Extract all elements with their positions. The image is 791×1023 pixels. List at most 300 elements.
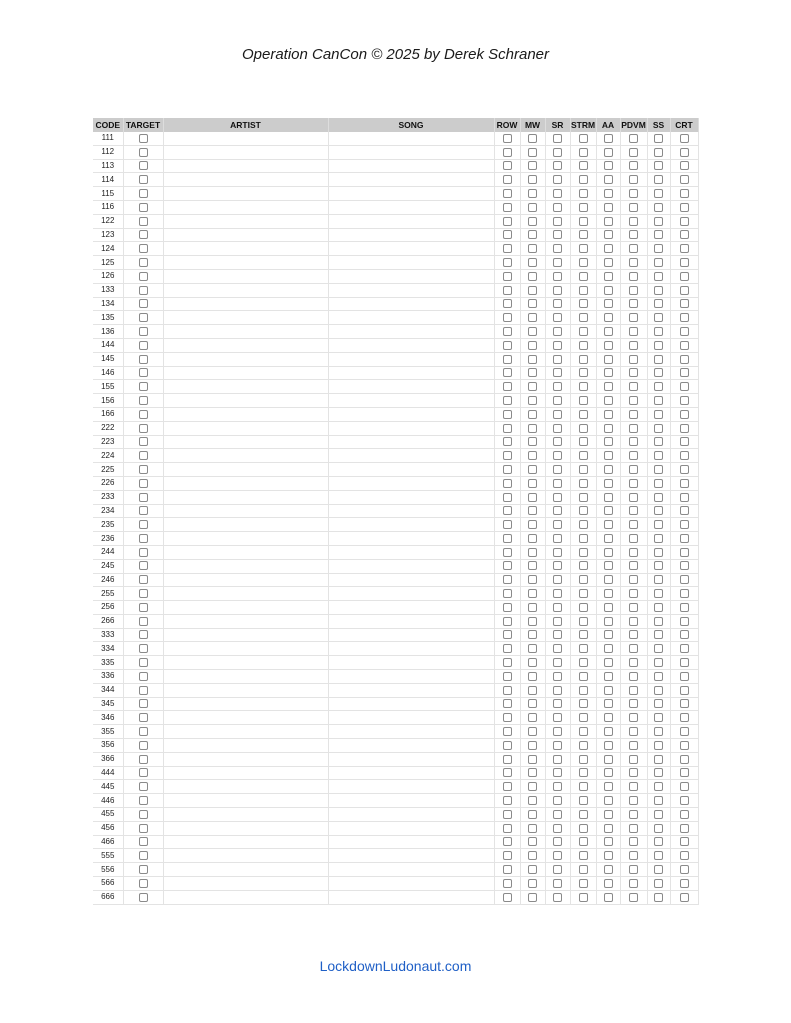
crt-checkbox[interactable]	[680, 230, 689, 239]
target-checkbox[interactable]	[139, 313, 148, 322]
strm-checkbox[interactable]	[579, 327, 588, 336]
aa-checkbox[interactable]	[604, 506, 613, 515]
aa-checkbox[interactable]	[604, 299, 613, 308]
strm-checkbox[interactable]	[579, 755, 588, 764]
song-cell[interactable]	[328, 545, 494, 559]
strm-checkbox[interactable]	[579, 520, 588, 529]
artist-cell[interactable]	[163, 642, 328, 656]
mw-checkbox[interactable]	[528, 258, 537, 267]
mw-checkbox[interactable]	[528, 148, 537, 157]
ss-checkbox[interactable]	[654, 341, 663, 350]
ss-checkbox[interactable]	[654, 175, 663, 184]
song-cell[interactable]	[328, 421, 494, 435]
artist-cell[interactable]	[163, 256, 328, 270]
row-checkbox[interactable]	[503, 355, 512, 364]
pdvm-checkbox[interactable]	[629, 465, 638, 474]
mw-checkbox[interactable]	[528, 437, 537, 446]
artist-cell[interactable]	[163, 380, 328, 394]
target-checkbox[interactable]	[139, 755, 148, 764]
row-checkbox[interactable]	[503, 134, 512, 143]
song-cell[interactable]	[328, 463, 494, 477]
strm-checkbox[interactable]	[579, 134, 588, 143]
pdvm-checkbox[interactable]	[629, 258, 638, 267]
artist-cell[interactable]	[163, 601, 328, 615]
song-cell[interactable]	[328, 132, 494, 145]
target-checkbox[interactable]	[139, 410, 148, 419]
ss-checkbox[interactable]	[654, 424, 663, 433]
artist-cell[interactable]	[163, 132, 328, 145]
row-checkbox[interactable]	[503, 796, 512, 805]
artist-cell[interactable]	[163, 739, 328, 753]
strm-checkbox[interactable]	[579, 437, 588, 446]
crt-checkbox[interactable]	[680, 741, 689, 750]
mw-checkbox[interactable]	[528, 506, 537, 515]
sr-checkbox[interactable]	[553, 548, 562, 557]
aa-checkbox[interactable]	[604, 879, 613, 888]
ss-checkbox[interactable]	[654, 713, 663, 722]
ss-checkbox[interactable]	[654, 617, 663, 626]
strm-checkbox[interactable]	[579, 713, 588, 722]
artist-cell[interactable]	[163, 228, 328, 242]
song-cell[interactable]	[328, 670, 494, 684]
sr-checkbox[interactable]	[553, 506, 562, 515]
sr-checkbox[interactable]	[553, 396, 562, 405]
aa-checkbox[interactable]	[604, 244, 613, 253]
strm-checkbox[interactable]	[579, 451, 588, 460]
sr-checkbox[interactable]	[553, 768, 562, 777]
ss-checkbox[interactable]	[654, 796, 663, 805]
ss-checkbox[interactable]	[654, 382, 663, 391]
aa-checkbox[interactable]	[604, 672, 613, 681]
mw-checkbox[interactable]	[528, 313, 537, 322]
pdvm-checkbox[interactable]	[629, 589, 638, 598]
aa-checkbox[interactable]	[604, 258, 613, 267]
row-checkbox[interactable]	[503, 561, 512, 570]
mw-checkbox[interactable]	[528, 713, 537, 722]
crt-checkbox[interactable]	[680, 548, 689, 557]
strm-checkbox[interactable]	[579, 575, 588, 584]
row-checkbox[interactable]	[503, 768, 512, 777]
pdvm-checkbox[interactable]	[629, 561, 638, 570]
row-checkbox[interactable]	[503, 617, 512, 626]
strm-checkbox[interactable]	[579, 244, 588, 253]
crt-checkbox[interactable]	[680, 575, 689, 584]
row-checkbox[interactable]	[503, 713, 512, 722]
ss-checkbox[interactable]	[654, 148, 663, 157]
strm-checkbox[interactable]	[579, 396, 588, 405]
crt-checkbox[interactable]	[680, 479, 689, 488]
ss-checkbox[interactable]	[654, 699, 663, 708]
aa-checkbox[interactable]	[604, 534, 613, 543]
song-cell[interactable]	[328, 808, 494, 822]
strm-checkbox[interactable]	[579, 382, 588, 391]
artist-cell[interactable]	[163, 366, 328, 380]
artist-cell[interactable]	[163, 683, 328, 697]
row-checkbox[interactable]	[503, 410, 512, 419]
pdvm-checkbox[interactable]	[629, 520, 638, 529]
target-checkbox[interactable]	[139, 175, 148, 184]
sr-checkbox[interactable]	[553, 368, 562, 377]
ss-checkbox[interactable]	[654, 589, 663, 598]
aa-checkbox[interactable]	[604, 203, 613, 212]
mw-checkbox[interactable]	[528, 699, 537, 708]
crt-checkbox[interactable]	[680, 161, 689, 170]
mw-checkbox[interactable]	[528, 796, 537, 805]
crt-checkbox[interactable]	[680, 437, 689, 446]
crt-checkbox[interactable]	[680, 175, 689, 184]
target-checkbox[interactable]	[139, 355, 148, 364]
pdvm-checkbox[interactable]	[629, 217, 638, 226]
row-checkbox[interactable]	[503, 548, 512, 557]
aa-checkbox[interactable]	[604, 355, 613, 364]
strm-checkbox[interactable]	[579, 465, 588, 474]
aa-checkbox[interactable]	[604, 313, 613, 322]
artist-cell[interactable]	[163, 283, 328, 297]
aa-checkbox[interactable]	[604, 479, 613, 488]
row-checkbox[interactable]	[503, 396, 512, 405]
artist-cell[interactable]	[163, 214, 328, 228]
song-cell[interactable]	[328, 642, 494, 656]
song-cell[interactable]	[328, 311, 494, 325]
ss-checkbox[interactable]	[654, 644, 663, 653]
crt-checkbox[interactable]	[680, 534, 689, 543]
strm-checkbox[interactable]	[579, 479, 588, 488]
sr-checkbox[interactable]	[553, 741, 562, 750]
ss-checkbox[interactable]	[654, 189, 663, 198]
artist-cell[interactable]	[163, 821, 328, 835]
target-checkbox[interactable]	[139, 851, 148, 860]
crt-checkbox[interactable]	[680, 699, 689, 708]
row-checkbox[interactable]	[503, 865, 512, 874]
target-checkbox[interactable]	[139, 824, 148, 833]
artist-cell[interactable]	[163, 325, 328, 339]
pdvm-checkbox[interactable]	[629, 313, 638, 322]
strm-checkbox[interactable]	[579, 865, 588, 874]
sr-checkbox[interactable]	[553, 355, 562, 364]
song-cell[interactable]	[328, 256, 494, 270]
crt-checkbox[interactable]	[680, 658, 689, 667]
sr-checkbox[interactable]	[553, 727, 562, 736]
mw-checkbox[interactable]	[528, 341, 537, 350]
row-checkbox[interactable]	[503, 437, 512, 446]
strm-checkbox[interactable]	[579, 768, 588, 777]
pdvm-checkbox[interactable]	[629, 286, 638, 295]
ss-checkbox[interactable]	[654, 548, 663, 557]
song-cell[interactable]	[328, 877, 494, 891]
sr-checkbox[interactable]	[553, 837, 562, 846]
strm-checkbox[interactable]	[579, 203, 588, 212]
row-checkbox[interactable]	[503, 244, 512, 253]
sr-checkbox[interactable]	[553, 286, 562, 295]
pdvm-checkbox[interactable]	[629, 617, 638, 626]
mw-checkbox[interactable]	[528, 396, 537, 405]
strm-checkbox[interactable]	[579, 810, 588, 819]
pdvm-checkbox[interactable]	[629, 327, 638, 336]
aa-checkbox[interactable]	[604, 410, 613, 419]
pdvm-checkbox[interactable]	[629, 161, 638, 170]
target-checkbox[interactable]	[139, 879, 148, 888]
target-checkbox[interactable]	[139, 506, 148, 515]
artist-cell[interactable]	[163, 808, 328, 822]
song-cell[interactable]	[328, 394, 494, 408]
target-checkbox[interactable]	[139, 810, 148, 819]
sr-checkbox[interactable]	[553, 437, 562, 446]
mw-checkbox[interactable]	[528, 603, 537, 612]
strm-checkbox[interactable]	[579, 672, 588, 681]
crt-checkbox[interactable]	[680, 686, 689, 695]
mw-checkbox[interactable]	[528, 782, 537, 791]
row-checkbox[interactable]	[503, 368, 512, 377]
ss-checkbox[interactable]	[654, 768, 663, 777]
crt-checkbox[interactable]	[680, 727, 689, 736]
row-checkbox[interactable]	[503, 327, 512, 336]
mw-checkbox[interactable]	[528, 658, 537, 667]
crt-checkbox[interactable]	[680, 865, 689, 874]
aa-checkbox[interactable]	[604, 424, 613, 433]
strm-checkbox[interactable]	[579, 548, 588, 557]
pdvm-checkbox[interactable]	[629, 796, 638, 805]
mw-checkbox[interactable]	[528, 672, 537, 681]
strm-checkbox[interactable]	[579, 686, 588, 695]
crt-checkbox[interactable]	[680, 796, 689, 805]
row-checkbox[interactable]	[503, 575, 512, 584]
song-cell[interactable]	[328, 504, 494, 518]
crt-checkbox[interactable]	[680, 217, 689, 226]
target-checkbox[interactable]	[139, 727, 148, 736]
sr-checkbox[interactable]	[553, 258, 562, 267]
song-cell[interactable]	[328, 890, 494, 904]
target-checkbox[interactable]	[139, 203, 148, 212]
aa-checkbox[interactable]	[604, 382, 613, 391]
crt-checkbox[interactable]	[680, 286, 689, 295]
song-cell[interactable]	[328, 849, 494, 863]
ss-checkbox[interactable]	[654, 134, 663, 143]
artist-cell[interactable]	[163, 573, 328, 587]
crt-checkbox[interactable]	[680, 134, 689, 143]
pdvm-checkbox[interactable]	[629, 396, 638, 405]
song-cell[interactable]	[328, 725, 494, 739]
sr-checkbox[interactable]	[553, 810, 562, 819]
row-checkbox[interactable]	[503, 382, 512, 391]
crt-checkbox[interactable]	[680, 824, 689, 833]
ss-checkbox[interactable]	[654, 630, 663, 639]
pdvm-checkbox[interactable]	[629, 741, 638, 750]
sr-checkbox[interactable]	[553, 341, 562, 350]
strm-checkbox[interactable]	[579, 217, 588, 226]
sr-checkbox[interactable]	[553, 644, 562, 653]
strm-checkbox[interactable]	[579, 410, 588, 419]
crt-checkbox[interactable]	[680, 851, 689, 860]
mw-checkbox[interactable]	[528, 755, 537, 764]
song-cell[interactable]	[328, 435, 494, 449]
row-checkbox[interactable]	[503, 341, 512, 350]
ss-checkbox[interactable]	[654, 299, 663, 308]
mw-checkbox[interactable]	[528, 217, 537, 226]
ss-checkbox[interactable]	[654, 244, 663, 253]
artist-cell[interactable]	[163, 890, 328, 904]
mw-checkbox[interactable]	[528, 810, 537, 819]
mw-checkbox[interactable]	[528, 451, 537, 460]
crt-checkbox[interactable]	[680, 617, 689, 626]
sr-checkbox[interactable]	[553, 217, 562, 226]
artist-cell[interactable]	[163, 490, 328, 504]
row-checkbox[interactable]	[503, 755, 512, 764]
song-cell[interactable]	[328, 656, 494, 670]
pdvm-checkbox[interactable]	[629, 451, 638, 460]
artist-cell[interactable]	[163, 297, 328, 311]
artist-cell[interactable]	[163, 532, 328, 546]
crt-checkbox[interactable]	[680, 465, 689, 474]
target-checkbox[interactable]	[139, 603, 148, 612]
strm-checkbox[interactable]	[579, 617, 588, 626]
mw-checkbox[interactable]	[528, 879, 537, 888]
strm-checkbox[interactable]	[579, 148, 588, 157]
row-checkbox[interactable]	[503, 837, 512, 846]
artist-cell[interactable]	[163, 725, 328, 739]
song-cell[interactable]	[328, 380, 494, 394]
ss-checkbox[interactable]	[654, 396, 663, 405]
artist-cell[interactable]	[163, 766, 328, 780]
artist-cell[interactable]	[163, 476, 328, 490]
target-checkbox[interactable]	[139, 341, 148, 350]
mw-checkbox[interactable]	[528, 561, 537, 570]
crt-checkbox[interactable]	[680, 810, 689, 819]
ss-checkbox[interactable]	[654, 893, 663, 902]
song-cell[interactable]	[328, 766, 494, 780]
artist-cell[interactable]	[163, 200, 328, 214]
artist-cell[interactable]	[163, 863, 328, 877]
mw-checkbox[interactable]	[528, 244, 537, 253]
mw-checkbox[interactable]	[528, 548, 537, 557]
strm-checkbox[interactable]	[579, 175, 588, 184]
row-checkbox[interactable]	[503, 493, 512, 502]
target-checkbox[interactable]	[139, 244, 148, 253]
aa-checkbox[interactable]	[604, 520, 613, 529]
artist-cell[interactable]	[163, 463, 328, 477]
crt-checkbox[interactable]	[680, 589, 689, 598]
target-checkbox[interactable]	[139, 382, 148, 391]
artist-cell[interactable]	[163, 518, 328, 532]
crt-checkbox[interactable]	[680, 258, 689, 267]
crt-checkbox[interactable]	[680, 893, 689, 902]
row-checkbox[interactable]	[503, 161, 512, 170]
pdvm-checkbox[interactable]	[629, 768, 638, 777]
row-checkbox[interactable]	[503, 893, 512, 902]
song-cell[interactable]	[328, 283, 494, 297]
aa-checkbox[interactable]	[604, 561, 613, 570]
crt-checkbox[interactable]	[680, 506, 689, 515]
pdvm-checkbox[interactable]	[629, 479, 638, 488]
artist-cell[interactable]	[163, 614, 328, 628]
pdvm-checkbox[interactable]	[629, 134, 638, 143]
aa-checkbox[interactable]	[604, 148, 613, 157]
pdvm-checkbox[interactable]	[629, 672, 638, 681]
song-cell[interactable]	[328, 200, 494, 214]
crt-checkbox[interactable]	[680, 368, 689, 377]
pdvm-checkbox[interactable]	[629, 534, 638, 543]
aa-checkbox[interactable]	[604, 644, 613, 653]
artist-cell[interactable]	[163, 559, 328, 573]
target-checkbox[interactable]	[139, 258, 148, 267]
mw-checkbox[interactable]	[528, 134, 537, 143]
song-cell[interactable]	[328, 587, 494, 601]
target-checkbox[interactable]	[139, 699, 148, 708]
target-checkbox[interactable]	[139, 713, 148, 722]
mw-checkbox[interactable]	[528, 534, 537, 543]
sr-checkbox[interactable]	[553, 520, 562, 529]
ss-checkbox[interactable]	[654, 272, 663, 281]
crt-checkbox[interactable]	[680, 355, 689, 364]
strm-checkbox[interactable]	[579, 368, 588, 377]
mw-checkbox[interactable]	[528, 203, 537, 212]
target-checkbox[interactable]	[139, 644, 148, 653]
mw-checkbox[interactable]	[528, 824, 537, 833]
artist-cell[interactable]	[163, 338, 328, 352]
strm-checkbox[interactable]	[579, 424, 588, 433]
pdvm-checkbox[interactable]	[629, 230, 638, 239]
pdvm-checkbox[interactable]	[629, 782, 638, 791]
aa-checkbox[interactable]	[604, 396, 613, 405]
target-checkbox[interactable]	[139, 148, 148, 157]
pdvm-checkbox[interactable]	[629, 506, 638, 515]
song-cell[interactable]	[328, 407, 494, 421]
mw-checkbox[interactable]	[528, 630, 537, 639]
crt-checkbox[interactable]	[680, 782, 689, 791]
ss-checkbox[interactable]	[654, 355, 663, 364]
pdvm-checkbox[interactable]	[629, 148, 638, 157]
artist-cell[interactable]	[163, 394, 328, 408]
crt-checkbox[interactable]	[680, 341, 689, 350]
row-checkbox[interactable]	[503, 824, 512, 833]
artist-cell[interactable]	[163, 545, 328, 559]
sr-checkbox[interactable]	[553, 893, 562, 902]
strm-checkbox[interactable]	[579, 630, 588, 639]
song-cell[interactable]	[328, 711, 494, 725]
row-checkbox[interactable]	[503, 589, 512, 598]
strm-checkbox[interactable]	[579, 893, 588, 902]
row-checkbox[interactable]	[503, 299, 512, 308]
sr-checkbox[interactable]	[553, 148, 562, 157]
target-checkbox[interactable]	[139, 534, 148, 543]
pdvm-checkbox[interactable]	[629, 851, 638, 860]
crt-checkbox[interactable]	[680, 313, 689, 322]
sr-checkbox[interactable]	[553, 203, 562, 212]
aa-checkbox[interactable]	[604, 837, 613, 846]
artist-cell[interactable]	[163, 449, 328, 463]
target-checkbox[interactable]	[139, 837, 148, 846]
song-cell[interactable]	[328, 490, 494, 504]
ss-checkbox[interactable]	[654, 217, 663, 226]
aa-checkbox[interactable]	[604, 630, 613, 639]
pdvm-checkbox[interactable]	[629, 493, 638, 502]
target-checkbox[interactable]	[139, 796, 148, 805]
artist-cell[interactable]	[163, 435, 328, 449]
strm-checkbox[interactable]	[579, 313, 588, 322]
artist-cell[interactable]	[163, 187, 328, 201]
strm-checkbox[interactable]	[579, 603, 588, 612]
strm-checkbox[interactable]	[579, 493, 588, 502]
artist-cell[interactable]	[163, 711, 328, 725]
song-cell[interactable]	[328, 242, 494, 256]
sr-checkbox[interactable]	[553, 755, 562, 764]
row-checkbox[interactable]	[503, 203, 512, 212]
ss-checkbox[interactable]	[654, 824, 663, 833]
crt-checkbox[interactable]	[680, 272, 689, 281]
target-checkbox[interactable]	[139, 672, 148, 681]
pdvm-checkbox[interactable]	[629, 341, 638, 350]
mw-checkbox[interactable]	[528, 175, 537, 184]
song-cell[interactable]	[328, 697, 494, 711]
